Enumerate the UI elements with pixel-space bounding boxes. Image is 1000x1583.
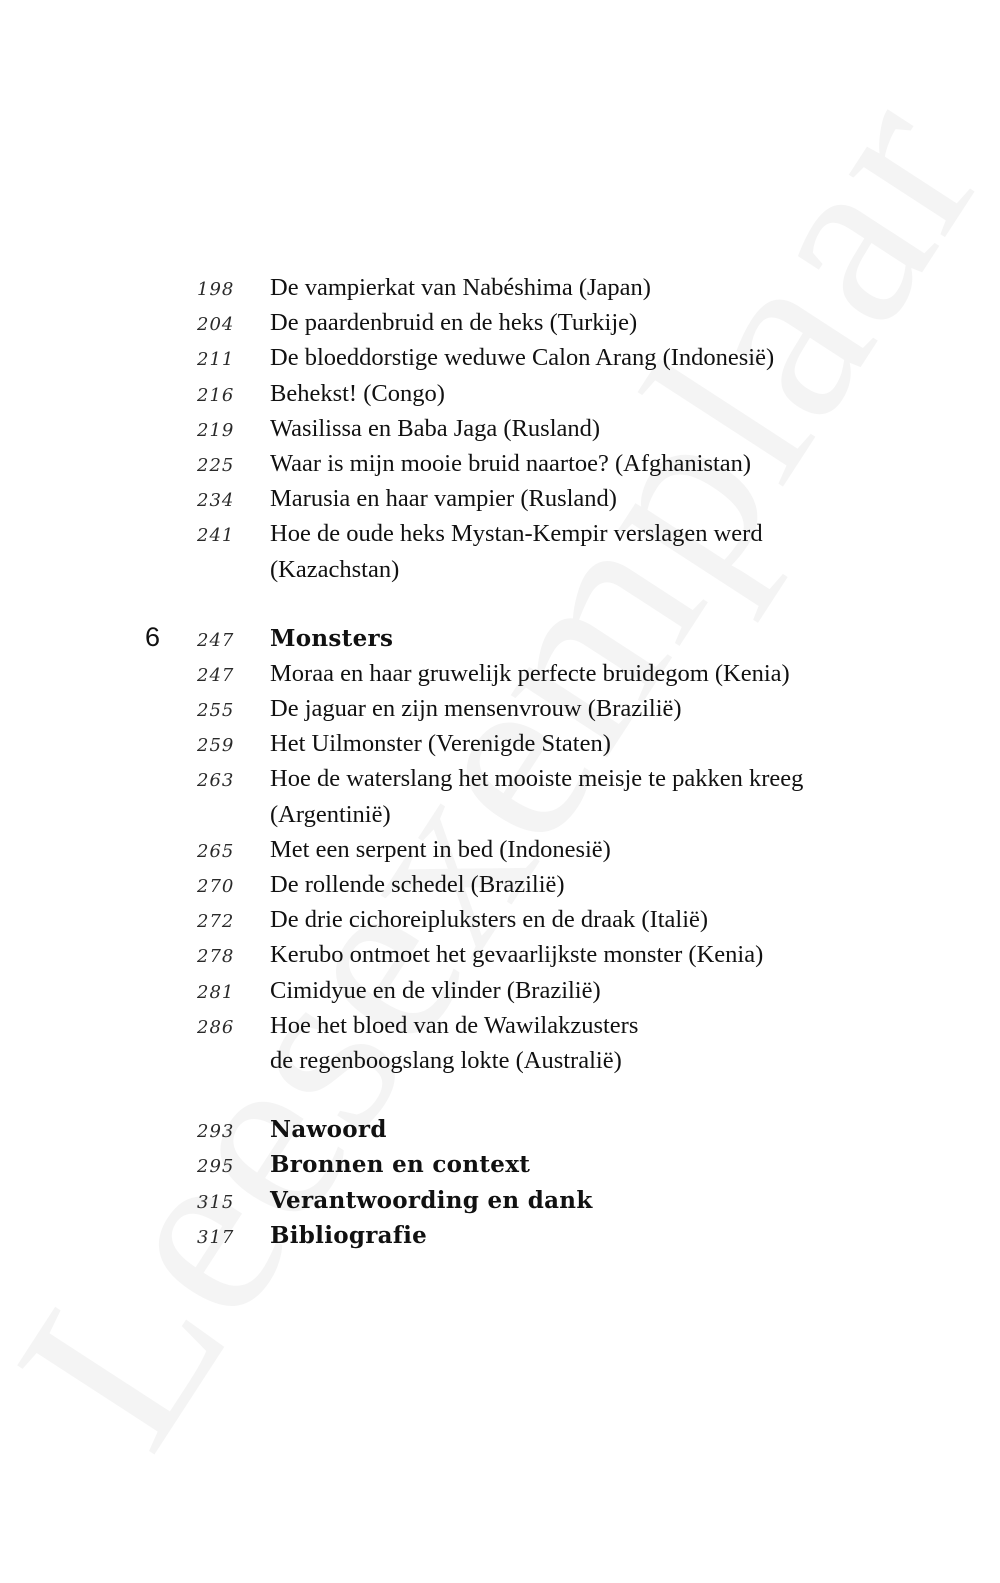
toc-entry (0, 376, 1000, 411)
toc-page-number: 247 (197, 664, 235, 686)
toc-section-monsters (0, 656, 1000, 1078)
toc-entry (0, 656, 1000, 691)
toc-entry-continuation (0, 797, 1000, 832)
toc-entry-title: De jaguar en zijn mensenvrouw (Brazilië) (270, 695, 682, 723)
toc-entry (0, 305, 1000, 340)
toc-entry (0, 937, 1000, 972)
toc-page-number: 315 (197, 1191, 235, 1213)
toc-entry (0, 726, 1000, 761)
toc-page-number: 255 (197, 700, 235, 722)
toc-page-number: 265 (197, 840, 235, 862)
toc-entry-title: Wasilissa en Baba Jaga (Rusland) (270, 414, 601, 442)
back-matter-entry (0, 1112, 1000, 1147)
toc-page-number: 198 (197, 279, 235, 300)
toc-entry-title: De vampierkat van Nabéshima (Japan) (270, 274, 651, 301)
toc-page-number: 286 (197, 1016, 235, 1038)
toc-entry-title: Waar is mijn mooie bruid naartoe? (Afghanistan) (270, 449, 752, 477)
toc-entry (0, 832, 1000, 867)
toc-entry-title: De drie cichoreipluksters en de draak (Italië) (270, 906, 709, 934)
toc-page-number: 281 (197, 981, 235, 1003)
toc-entry-title: Het Uilmonster (Verenigde Staten) (270, 730, 611, 758)
toc-entry-title: Met een serpent in bed (Indonesië) (270, 835, 611, 863)
toc-entry-continuation (0, 552, 1000, 587)
toc-entry (0, 481, 1000, 516)
table-of-contents (0, 270, 1000, 1253)
toc-entry-title: Cimidyue en de vlinder (Brazilië) (270, 976, 601, 1004)
toc-entry-title: Marusia en haar vampier (Rusland) (270, 485, 617, 513)
toc-page-number: 211 (197, 349, 235, 371)
toc-page-number: 272 (197, 911, 235, 933)
toc-entry-title: De paardenbruid en de heks (Turkije) (270, 309, 638, 337)
back-matter-entry (0, 1183, 1000, 1218)
toc-entry-title: de regenboogslang lokte (Australië) (270, 1046, 622, 1074)
section-spacer (0, 587, 1000, 621)
toc-page-number: 278 (197, 946, 235, 968)
back-matter-title: Bronnen en context (270, 1151, 531, 1179)
toc-page-number: 225 (197, 454, 235, 476)
back-matter-entry (0, 1218, 1000, 1253)
back-matter-title: Nawoord (270, 1116, 387, 1144)
toc-entry (0, 867, 1000, 902)
toc-entry (0, 1008, 1000, 1043)
section-spacer (0, 1078, 1000, 1112)
chapter-page-number: 247 (197, 629, 235, 651)
chapter-title: Monsters (270, 624, 394, 652)
toc-entry-title: Hoe het bloed van de Wawilakzusters (270, 1011, 639, 1039)
toc-page-number: 241 (197, 525, 235, 547)
toc-entry (0, 902, 1000, 937)
toc-entry (0, 761, 1000, 796)
toc-page-number: 270 (197, 876, 235, 897)
toc-entry-title: (Kazachstan) (270, 555, 400, 583)
toc-entry (0, 270, 1000, 305)
toc-entry (0, 691, 1000, 726)
toc-entry-title: De rollende schedel (Brazilië) (270, 871, 565, 898)
toc-page-number: 263 (197, 770, 235, 792)
toc-back-matter (0, 1112, 1000, 1253)
toc-entry (0, 340, 1000, 375)
toc-entry-title: Moraa en haar gruwelijk perfecte bruidegom (Kenia) (270, 659, 790, 687)
toc-page-number: 259 (197, 735, 235, 757)
toc-page-number: 295 (197, 1156, 235, 1178)
toc-page-number: 204 (197, 314, 235, 336)
toc-page-number: 234 (197, 490, 235, 512)
back-matter-title: Verantwoording en dank (270, 1186, 593, 1214)
toc-page-number: 317 (197, 1226, 235, 1248)
back-matter-title: Bibliografie (270, 1221, 428, 1249)
toc-entry-title: De bloeddorstige weduwe Calon Arang (Indonesië) (270, 344, 775, 372)
toc-section-previous-chapter (0, 270, 1000, 587)
toc-page-number: 219 (197, 419, 235, 441)
chapter-heading-row (0, 621, 1000, 656)
toc-entry (0, 516, 1000, 551)
toc-page-number: 293 (197, 1121, 235, 1143)
toc-entry-title: Behekst! (Congo) (270, 379, 445, 407)
chapter-number: 6 (145, 621, 161, 652)
toc-entry-title: Hoe de waterslang het mooiste meisje te pakken kreeg (270, 765, 804, 793)
toc-page-number: 216 (197, 384, 235, 406)
toc-entry-title: (Argentinië) (270, 800, 391, 828)
toc-entry-title: Kerubo ontmoet het gevaarlijkste monster (Kenia) (270, 941, 764, 969)
toc-entry (0, 973, 1000, 1008)
back-matter-entry (0, 1147, 1000, 1182)
toc-entry-continuation (0, 1043, 1000, 1078)
toc-entry (0, 446, 1000, 481)
toc-entry-title: Hoe de oude heks Mystan-Kempir verslagen werd (270, 520, 763, 548)
toc-entry (0, 411, 1000, 446)
